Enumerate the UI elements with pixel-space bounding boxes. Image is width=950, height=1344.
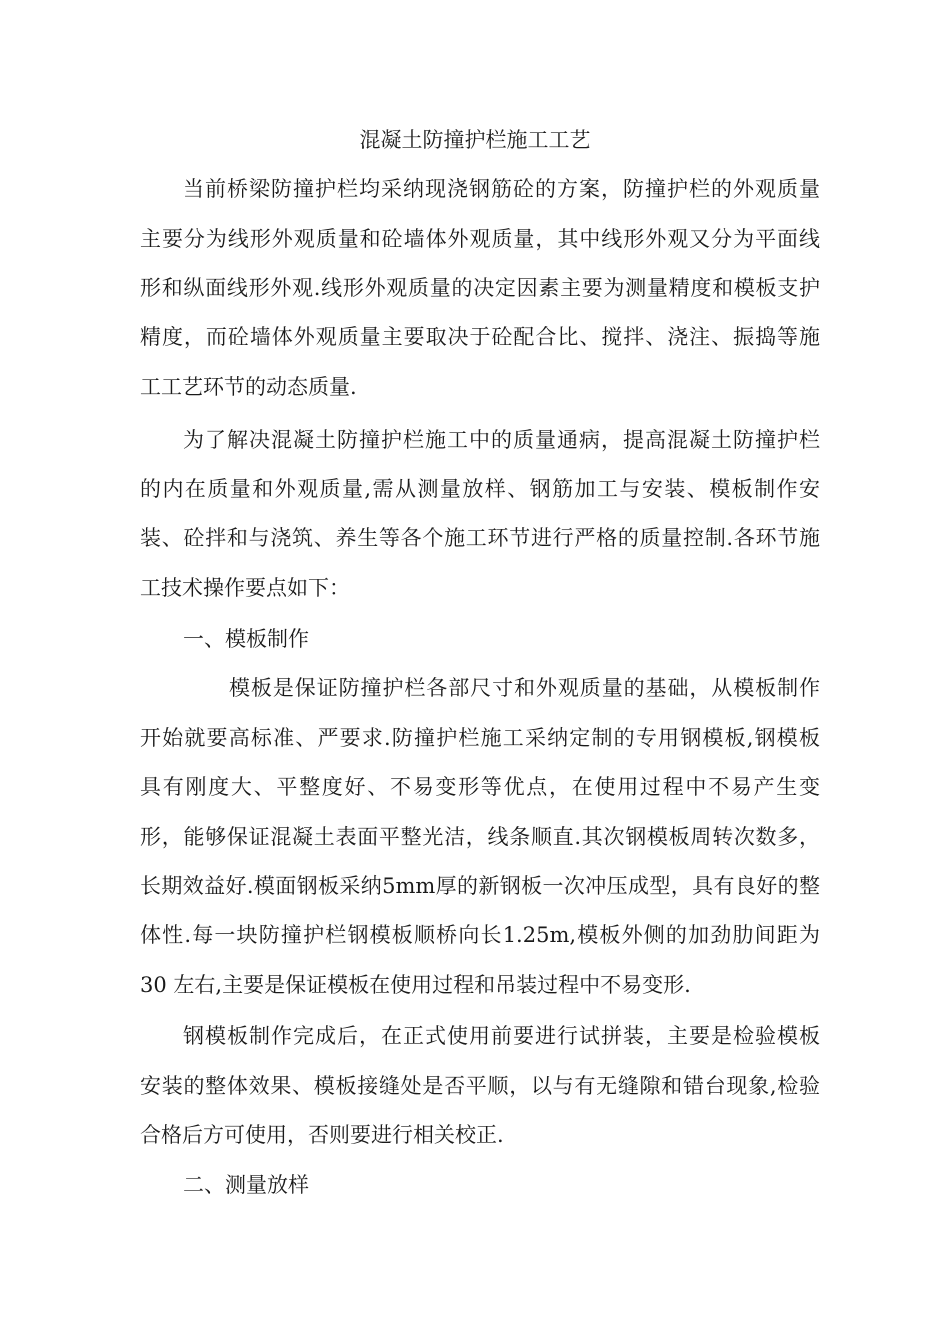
- paragraph-line: 具有刚度大、平整度好、不易变形等优点，在使用过程中不易产生变: [140, 775, 820, 799]
- paragraph-line: 的内在质量和外观质量,需从测量放样、钢筋加工与安装、模板制作安: [140, 477, 820, 501]
- paragraph-line: 当前桥梁防撞护栏均采纳现浇钢筋砼的方案，防撞护栏的外观质量: [183, 177, 820, 201]
- paragraph-line: 工技术操作要点如下：: [140, 576, 350, 600]
- paragraph-line: 模板是保证防撞护栏各部尺寸和外观质量的基础，从模板制作: [229, 676, 820, 700]
- paragraph-line: 形和纵面线形外观.线形外观质量的决定因素主要为测量精度和模板支护: [140, 276, 820, 300]
- paragraph-line: 体性.每一块防撞护栏钢模板顺桥向长1.25m,模板外侧的加劲肋间距为: [140, 923, 820, 947]
- paragraph-line: 形，能够保证混凝土表面平整光洁，线条顺直.其次钢模板周转次数多，: [140, 825, 820, 849]
- paragraph-line: 30 左右,主要是保证模板在使用过程和吊装过程中不易变形.: [140, 973, 691, 997]
- section-heading: 一、模板制作: [183, 627, 309, 651]
- paragraph-line: 精度，而砼墙体外观质量主要取决于砼配合比、搅拌、浇注、振捣等施: [140, 325, 820, 349]
- paragraph-line: 开始就要高标准、严要求.防撞护栏施工采纳定制的专用钢模板,钢模板: [140, 726, 820, 750]
- paragraph-line: 安装的整体效果、模板接缝处是否平顺，以与有无缝隙和错台现象,检验: [140, 1074, 820, 1098]
- paragraph-line: 主要分为线形外观质量和砼墙体外观质量，其中线形外观又分为平面线: [140, 227, 820, 251]
- paragraph-line: 为了解决混凝土防撞护栏施工中的质量通病，提高混凝土防撞护栏: [183, 428, 820, 452]
- paragraph-line: 长期效益好.模面钢板采纳5mm厚的新钢板一次冲压成型，具有良好的整: [140, 874, 820, 898]
- document-title: 混凝土防撞护栏施工工艺: [359, 128, 591, 152]
- paragraph-line: 装、砼拌和与浇筑、养生等各个施工环节进行严格的质量控制.各环节施: [140, 526, 820, 550]
- section-heading: 二、测量放样: [183, 1173, 309, 1197]
- paragraph-line: 合格后方可使用，否则要进行相关校正.: [140, 1123, 504, 1147]
- paragraph-line: 钢模板制作完成后，在正式使用前要进行试拼装，主要是检验模板: [183, 1024, 820, 1048]
- paragraph-line: 工工艺环节的动态质量.: [140, 375, 357, 399]
